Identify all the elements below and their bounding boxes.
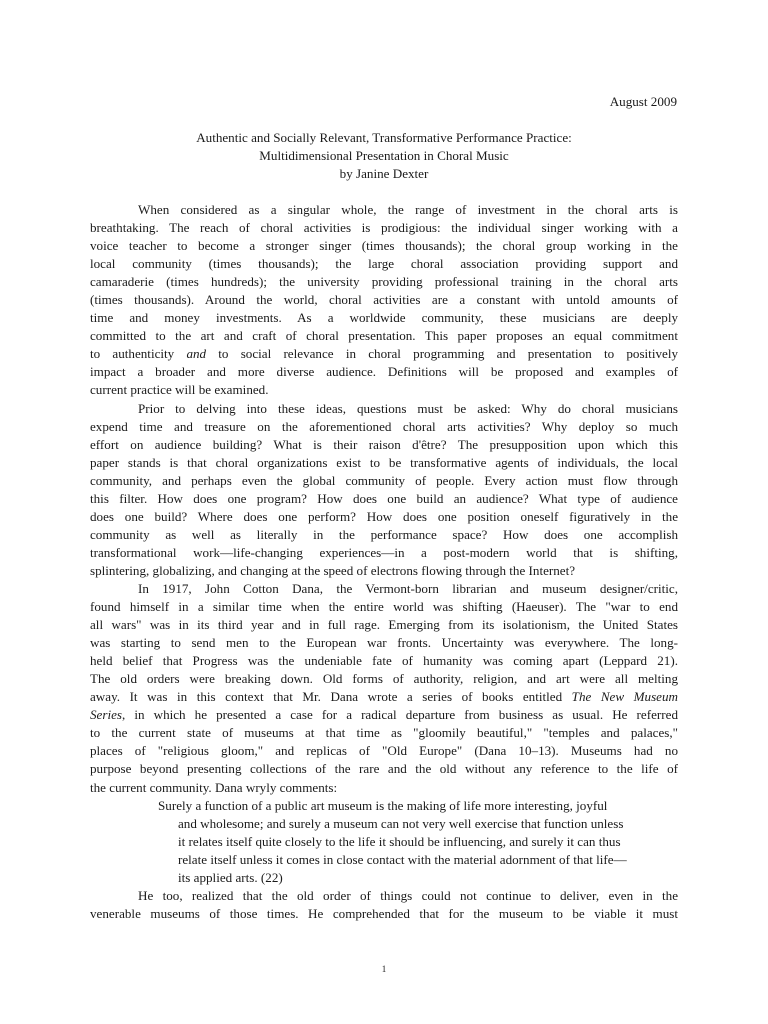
document-author: by Janine Dexter xyxy=(339,166,429,182)
text-line: held belief that Progress was the undeniable fate of humanity was coming apart (Leppard 21). xyxy=(90,653,678,669)
text-line: purpose beyond presenting collections of the rare and the old without any reference to the life of xyxy=(90,761,678,777)
text-line: paper stands is that choral organizations exist to be transformative agents of individuals, the local xyxy=(90,454,678,470)
book-title: Series xyxy=(90,707,122,723)
quote-line: and wholesome; and surely a museum can not very well exercise that function unless xyxy=(178,815,624,831)
text-line: impact a broader and more diverse audience. Definitions will be proposed and examples of xyxy=(90,364,678,380)
quote-line: it relates itself quite closely to the life it should be influencing, and surely it can thus xyxy=(178,833,621,849)
text-line: When considered as a singular whole, the range of investment in the choral arts is xyxy=(138,202,678,217)
block-quote xyxy=(90,797,678,887)
text-line: current practice will be examined. xyxy=(90,382,269,398)
text-line xyxy=(90,688,678,706)
text-line: local community (times thousands); the large choral association providing support and xyxy=(90,256,678,272)
text-line: In 1917, John Cotton Dana, the Vermont-born librarian and museum designer/critic, xyxy=(138,580,678,596)
document-body xyxy=(90,201,678,923)
text-line: this filter. How does one program? How does one build an audience? What type of audience xyxy=(90,490,678,506)
text-line: community, and perhaps even the global community of people. Every action must flow through xyxy=(90,472,678,488)
text-fragment: to social relevance in choral programming and presentation to positively xyxy=(206,346,679,362)
text-line: to the current state of museums at that time as "gloomily beautiful," "temples and palaces," xyxy=(90,725,678,741)
quote-line: its applied arts. (22) xyxy=(178,869,283,885)
text-line: effort on audience building? What is their raison d'être? The presupposition upon which this xyxy=(90,436,678,452)
page-number: 1 xyxy=(381,964,387,974)
text-line: He too, realized that the old order of things could not continue to deliver, even in the xyxy=(138,887,678,903)
book-title: The New Museum xyxy=(571,689,678,705)
title-block xyxy=(90,129,678,183)
text-line: breathtaking. The reach of choral activities is prodigious: the individual singer working with a xyxy=(90,220,678,236)
text-fragment: away. It was in this context that Mr. Dana wrote a series of books entitled xyxy=(90,689,572,705)
text-line: Prior to delving into these ideas, questions must be asked: Why do choral musicians xyxy=(138,400,678,416)
text-line: splintering, globalizing, and changing at the speed of electrons flowing through the Internet? xyxy=(90,562,576,578)
text-line: community as well as literally in the performance space? How does one accomplish xyxy=(90,526,678,542)
quote-line: Surely a function of a public art museum is the making of life more interesting, joyful xyxy=(158,797,608,813)
text-line: does one build? Where does one perform? How does one position oneself figuratively in the xyxy=(90,508,678,524)
quote-line: relate itself unless it comes in close contact with the material adornment of that life— xyxy=(178,851,627,867)
text-line: venerable museums of those times. He comprehended that for the museum to be viable it must xyxy=(90,905,678,921)
paragraph-3 xyxy=(90,580,678,797)
document-subtitle: Multidimensional Presentation in Choral Music xyxy=(259,148,509,164)
text-line: time and money investments. As a worldwide community, these musicians are deeply xyxy=(90,310,678,326)
paragraph-1 xyxy=(90,201,678,400)
text-line: was starting to send men to the European war fronts. Uncertainty was everywhere. The long- xyxy=(90,635,678,651)
text-line: places of "religious gloom," and replicas of "Old Europe" (Dana 10–13). Museums had no xyxy=(90,743,678,759)
text-line: expend time and treasure on the aforementioned choral arts activities? Why deploy so much xyxy=(90,418,678,434)
text-fragment: , in which he presented a case for a radical departure from business as usual. He referred xyxy=(122,707,678,723)
text-fragment: to authenticity xyxy=(90,346,187,362)
text-line: transformational work—life-changing experiences—in a post-modern world that is shifting, xyxy=(90,544,678,560)
text-line: voice teacher to become a stronger singer (times thousands); the choral group working in the xyxy=(90,238,678,254)
text-line: camaraderie (times hundreds); the university providing professional training in the choral arts xyxy=(90,274,678,290)
text-line xyxy=(90,706,678,724)
text-line: found himself in a similar time when the entire world was shifting (Haeuser). The "war to end xyxy=(90,599,678,615)
paragraph-2 xyxy=(90,400,678,580)
text-line: The old orders were breaking down. Old forms of authority, religion, and art were all melting xyxy=(90,671,678,687)
paragraph-4 xyxy=(90,887,678,923)
emphasis-text: and xyxy=(186,346,207,362)
document-date: August 2009 xyxy=(609,94,677,109)
text-line: all wars" was in its third year and in full rage. Emerging from its isolationism, the United States xyxy=(90,617,678,633)
text-line: (times thousands). Around the world, choral activities are a constant with untold amounts of xyxy=(90,292,678,308)
text-line xyxy=(90,345,678,363)
document-title: Authentic and Socially Relevant, Transformative Performance Practice: xyxy=(196,130,572,145)
text-line: committed to the art and craft of choral presentation. This paper proposes an equal commitment xyxy=(90,328,678,344)
text-line: the current community. Dana wryly comments: xyxy=(90,779,338,795)
